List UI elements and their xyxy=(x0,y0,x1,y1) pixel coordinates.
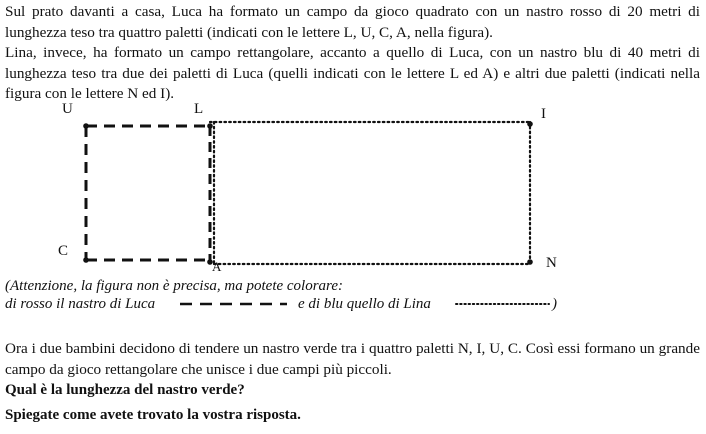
luca-square xyxy=(86,126,210,260)
post-c xyxy=(83,257,89,263)
label-i: I xyxy=(541,106,546,122)
green-ribbon-paragraph: Ora i due bambini decidono di tendere un nastro verde tra i quattro paletti N, I, U, C. Così essi formano un grande campo da gioco rettangolare che unisce i due campi più piccoli. xyxy=(5,340,700,378)
lina-rectangle xyxy=(210,122,530,264)
legend-dashed-sample xyxy=(177,294,289,312)
label-a: A xyxy=(212,259,222,274)
label-l: L xyxy=(194,101,204,117)
note-close-paren: ) xyxy=(552,296,557,312)
post-i xyxy=(527,121,533,127)
note-line-1: (Attenzione, la figura non è precisa, ma potete colorare: xyxy=(5,278,343,294)
note-luca-text: di rosso il nastro di Luca xyxy=(5,296,156,312)
post-n xyxy=(527,259,533,265)
question-1: Qual è la lunghezza del nastro verde? xyxy=(5,382,245,398)
legend-dotted-sample xyxy=(454,294,552,312)
label-c: C xyxy=(58,243,69,259)
note-line-2 xyxy=(5,295,155,313)
post-l xyxy=(207,123,213,129)
question-2: Spiegate come avete trovato la vostra risposta. xyxy=(5,407,301,423)
note-lina-text: e di blu quello di Lina xyxy=(298,296,431,312)
posts xyxy=(83,121,533,265)
label-u: U xyxy=(62,101,73,117)
intro-paragraph-luca: Sul prato davanti a casa, Luca ha formato un campo da gioco quadrato con un nastro rosso di 20 metri di lunghezza teso tra quattro paletti (indicati con le lettere L, U, C, A, nella figura). xyxy=(5,3,700,41)
post-u xyxy=(83,123,89,129)
note-lina xyxy=(298,295,431,313)
label-n: N xyxy=(546,255,557,271)
intro-paragraph-lina: Lina, invece, ha formato un campo rettangolare, accanto a quello di Luca, con un nastro blu di 40 metri di lunghezza teso tra due dei paletti di Luca (quelli indicati con le lettere L ed A) e altri due paletti (indicati nella figura con le lettere N ed I). xyxy=(5,44,700,102)
